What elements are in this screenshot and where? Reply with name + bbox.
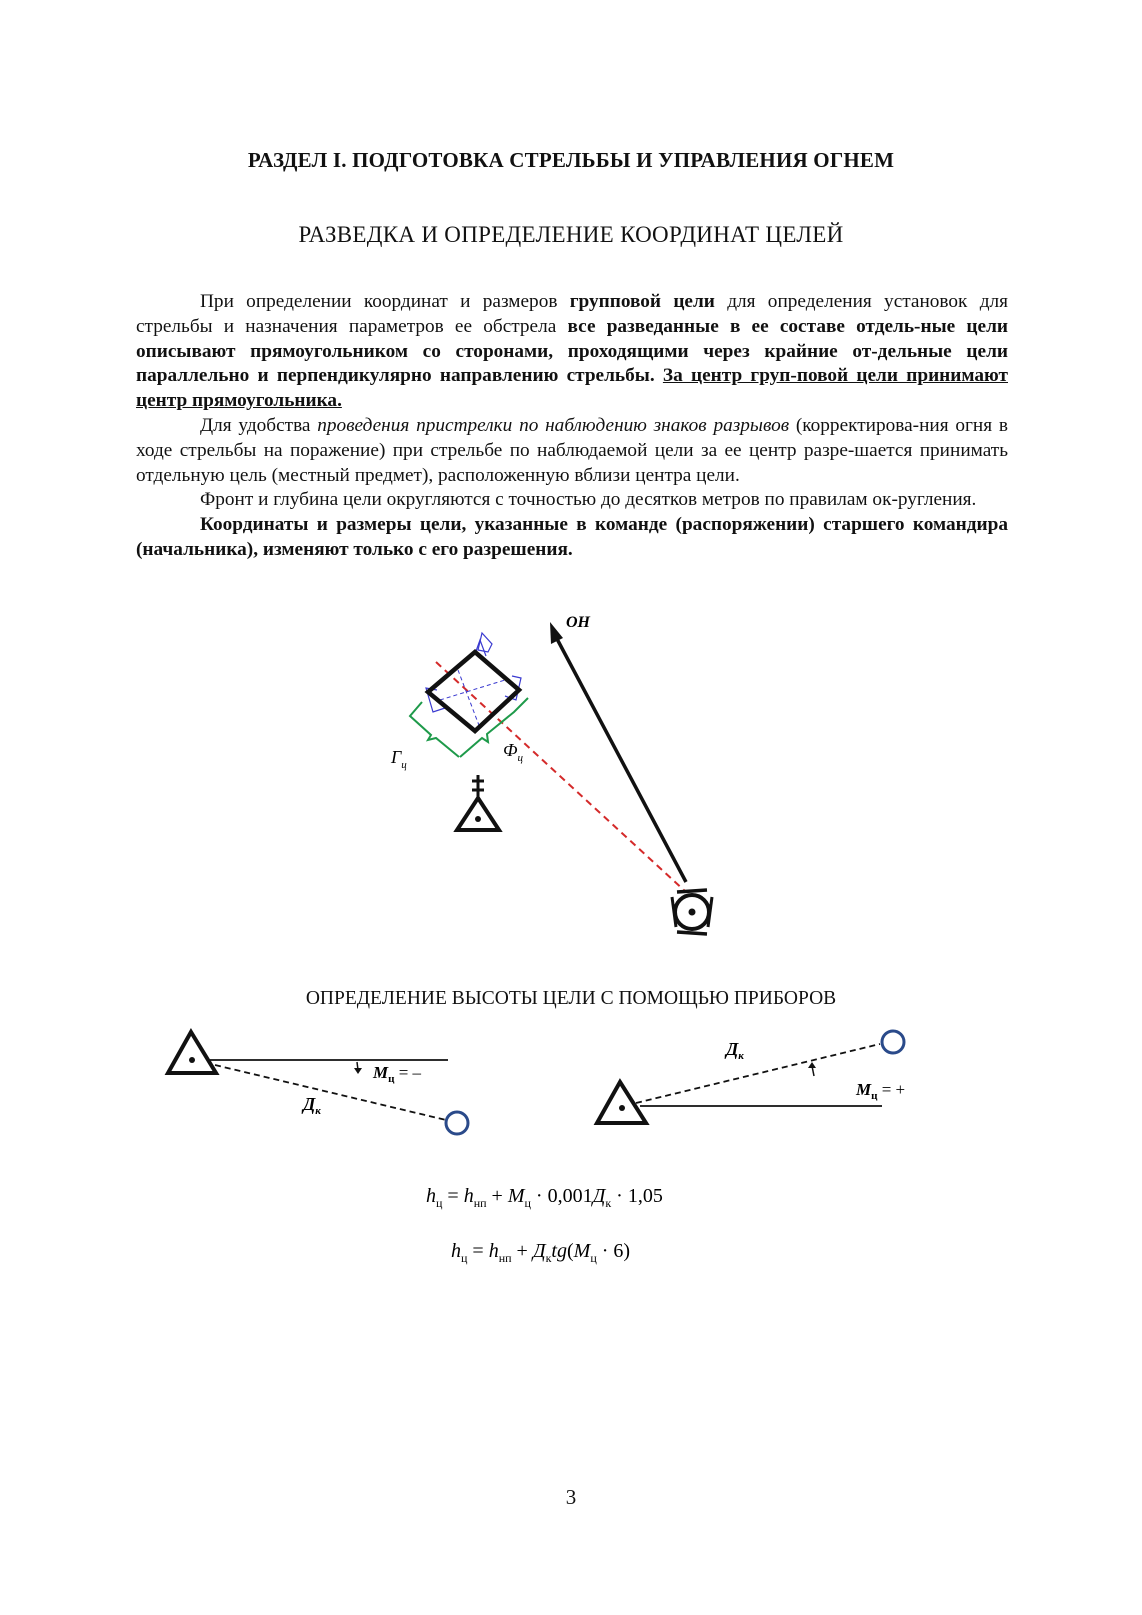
section-title: РАЗДЕЛ I. ПОДГОТОВКА СТРЕЛЬБЫ И УПРАВЛЕНИЯ ОГНЕМ	[247, 148, 895, 172]
p1-text-1: При определении координат и размеров	[200, 291, 570, 312]
right-range-line	[636, 1044, 880, 1103]
p1-bold-underlined: За центр груп-повой цели принимают центр прямоугольника.	[136, 365, 1008, 412]
page-number: 3	[565, 1485, 577, 1509]
paragraph-3: Фронт и глубина цели округляются с точностью до десятков метров по правилам ок-ругления.	[200, 489, 977, 511]
label-on: ОН	[566, 614, 590, 631]
right-angle-label: $М_ц$ = +	[856, 1080, 906, 1102]
p2-text-1: Для удобства	[200, 414, 318, 436]
formula-1: $h_ц = h_{нп} + М_ц \cdot 0,001Д_к \cdot 1,05$	[426, 1185, 663, 1210]
right-target-circle	[882, 1031, 904, 1053]
section-heading-height: ОПРЕДЕЛЕНИЕ ВЫСОТЫ ЦЕЛИ С ПОМОЩЬЮ ПРИБОРОВ	[305, 988, 837, 1009]
p2-italic: проведения пристрелки по наблюдению знаков разрывов	[317, 414, 790, 436]
p1-bold-2: все разведанные в ее составе отдель-ные цели описывают прямоугольником со сторонами, проходящими через крайние от-дельные цели параллельно и перпендикулярно направлению стрельбы.	[136, 315, 1008, 387]
left-op-symbol	[168, 1032, 216, 1073]
label-front: $Ф_ц$	[503, 740, 523, 764]
p2-text-2: (корректирова-ния огня в ходе стрельбы на поражение) при стрельбе по наблюдаемой цели за ее центр разре-шается принимать отдельную цель (местный предмет), расположенную вблизи центра цели.	[136, 414, 1008, 486]
right-range-label: $Д_к$	[726, 1039, 744, 1062]
left-range-label: $Д_к$	[303, 1094, 321, 1117]
left-target-circle	[446, 1112, 468, 1134]
left-angle-label: $М_ц$ = –	[373, 1063, 422, 1085]
formula-2: $h_ц = h_{нп} + Д_кtg(М_ц \cdot 6)$	[451, 1240, 631, 1265]
p1-bold-1: групповой цели	[569, 291, 715, 312]
subtitle: РАЗВЕДКА И ОПРЕДЕЛЕНИЕ КООРДИНАТ ЦЕЛЕЙ	[298, 222, 844, 247]
label-depth: $Г_ц$	[391, 747, 407, 771]
p1-text-2: для определения установок для стрельбы и назначения параметров ее обстрела	[136, 291, 1008, 337]
p4-bold: Координаты и размеры цели, указанные в команде (распоряжении) старшего командира (начальника), изменяют только с его разрешения.	[136, 514, 1008, 560]
